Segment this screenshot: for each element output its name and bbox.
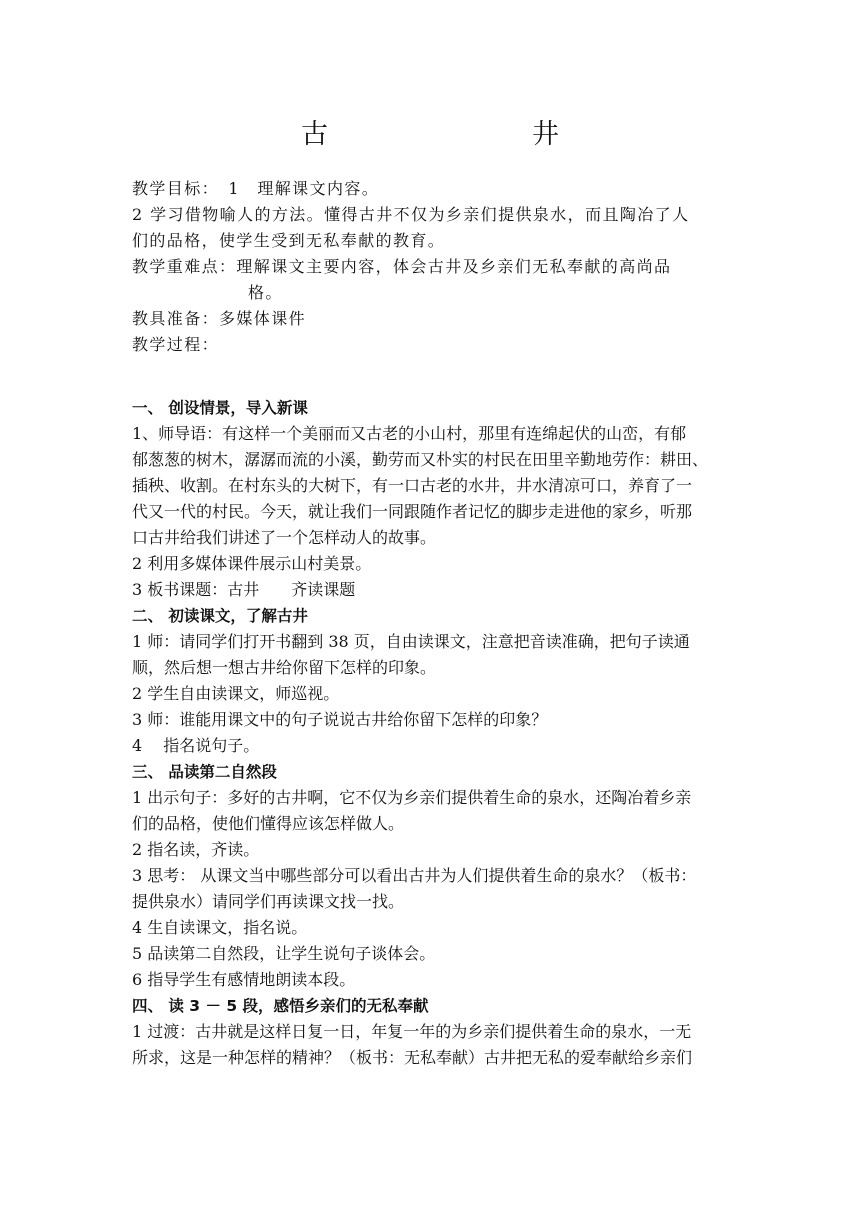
lesson-header: [132, 176, 732, 358]
body-line: 3 师：谁能用课文中的句子说说古井给你留下怎样的印象？: [132, 710, 548, 729]
body-line: 1、师导语：有这样一个美丽而又古老的小山村，那里有连绵起伏的山峦，有郁: [132, 424, 687, 443]
body-line: 们的品格，使他们懂得应该怎样做人。: [132, 814, 405, 833]
document-title: 古 井: [301, 119, 609, 150]
body-line: 3 思考： 从课文当中哪些部分可以看出古井为人们提供着生命的泉水？（板书：: [132, 866, 697, 885]
body-line: 2 利用多媒体课件展示山村美景。: [132, 554, 372, 573]
body-line: 代又一代的村民。今天，就让我们一同跟随作者记忆的脚步走进他的家乡，听那: [132, 502, 693, 521]
body-line: 提供泉水）请同学们再读课文找一找。: [132, 892, 405, 911]
body-line: 1 过渡：古井就是这样日复一日，年复一年的为乡亲们提供着生命的泉水，一无: [132, 1022, 692, 1041]
section-heading: 一、 创设情景，导入新课: [132, 399, 308, 417]
body-line: 1 出示句子：多好的古井啊，它不仅为乡亲们提供着生命的泉水，还陶冶着乡亲: [132, 788, 692, 807]
section-heading: 二、 初读课文，了解古井: [132, 607, 308, 625]
key-point-line: 格。: [248, 283, 283, 302]
body-line: 5 品读第二自然段，让学生说句子谈体会。: [132, 944, 436, 963]
body-line: 2 指名读，齐读。: [132, 840, 260, 859]
section-heading: 四、 读 3 － 5 段，感悟乡亲们的无私奉献: [132, 997, 429, 1015]
body-line: 6 指导学生有感情地朗读本段。: [132, 970, 356, 989]
body-line: 1 师：请同学们打开书翻到 38 页，自由读课文，注意把音读准确，把句子读通: [132, 632, 690, 651]
body-line: 郁葱葱的树木，潺潺而流的小溪，勤劳而又朴实的村民在田里辛勤地劳作：耕田、: [132, 450, 709, 469]
body-line: 插秧、收割。在村东头的大树下，有一口古老的水井，井水清凉可口，养育了一: [132, 476, 693, 495]
body-line: 顺，然后想一想古井给你留下怎样的印象。: [132, 658, 437, 677]
materials-line: 教具准备：多媒体课件: [132, 309, 307, 328]
body-line: 2 学生自由读课文，师巡视。: [132, 684, 340, 703]
process-heading: 教学过程：: [132, 335, 220, 354]
objective-line: 2 学习借物喻人的方法。懂得古井不仅为乡亲们提供泉水，而且陶冶了人: [132, 205, 690, 224]
body-line: 3 板书课题：古井 齐读课题: [132, 580, 356, 599]
body-line: 4 指名说句子。: [132, 736, 260, 755]
section-heading: 三、 品读第二自然段: [132, 763, 277, 781]
body-line: 所求，这是一种怎样的精神？（板书：无私奉献）古井把无私的爱奉献给乡亲们: [132, 1048, 693, 1067]
key-point-line: 教学重难点：理解课文主要内容，体会古井及乡亲们无私奉献的高尚品: [132, 257, 672, 276]
lesson-body: [132, 395, 732, 1071]
objective-line: 教学目标： 1 理解课文内容。: [132, 179, 380, 198]
objective-line: 们的品格，使学生受到无私奉献的教育。: [132, 231, 446, 250]
body-line: 口古井给我们讲述了一个怎样动人的故事。: [132, 528, 437, 547]
body-line: 4 生自读课文，指名说。: [132, 918, 308, 937]
